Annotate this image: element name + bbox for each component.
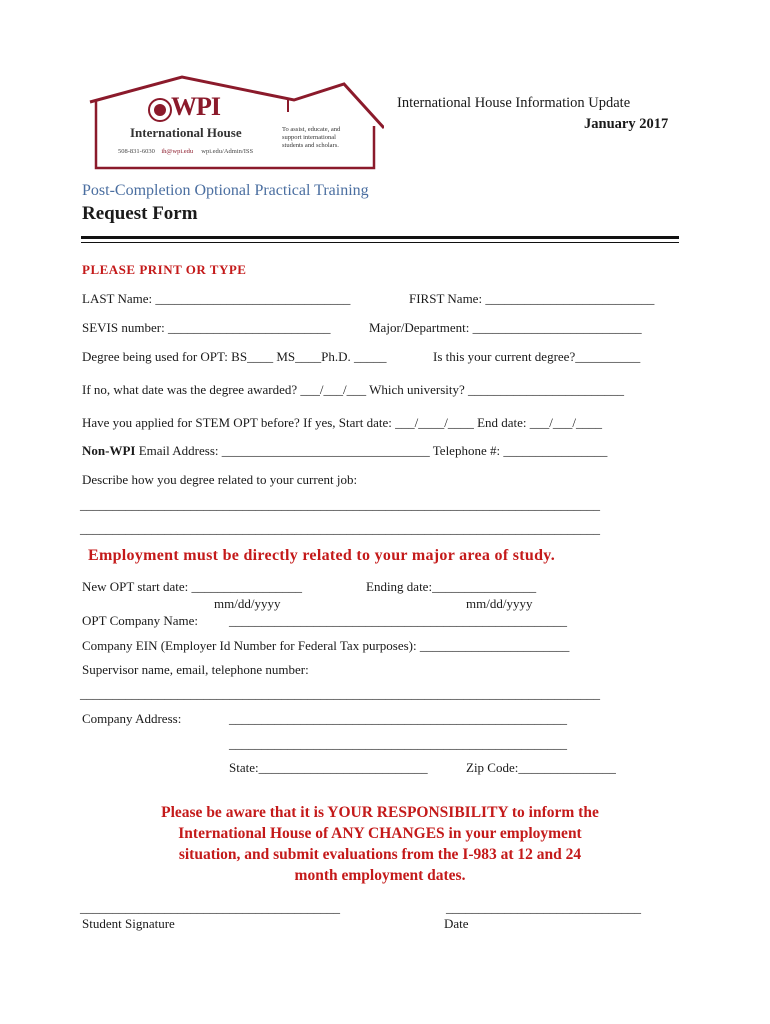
company-address-line-2[interactable]: ____________________________________________________ — [229, 736, 567, 751]
major-field[interactable]: Major/Department: __________________________ — [369, 320, 642, 335]
warning-line-1: Please be aware that it is YOUR RESPONSIBILITY to inform the — [161, 804, 599, 821]
print-note: PLEASE PRINT OR TYPE — [82, 262, 247, 277]
date-line[interactable]: ______________________________ — [446, 900, 641, 915]
signature-label: Student Signature — [82, 916, 175, 931]
last-name-field[interactable]: LAST Name: ______________________________ — [82, 291, 351, 306]
signature-line[interactable]: ________________________________________ — [80, 900, 340, 915]
company-address-line-1[interactable]: ____________________________________________________ — [229, 711, 567, 726]
describe-line-1[interactable]: ________________________________________________________________________________ — [80, 497, 600, 512]
responsibility-warning — [80, 802, 680, 886]
house-logo-icon — [84, 72, 384, 172]
employment-heading: Employment must be directly related to your major area of study. — [88, 547, 556, 564]
supervisor-label: Supervisor name, email, telephone number: — [82, 662, 309, 677]
end-date-format: mm/dd/yyyy — [466, 596, 533, 611]
warning-line-4: month employment dates. — [294, 867, 466, 884]
logo-wpi: WPI — [171, 92, 220, 121]
email-telephone-text: Email Address: ________________________________ Telephone #: ________________ — [135, 443, 608, 458]
first-name-field[interactable]: FIRST Name: __________________________ — [409, 291, 655, 306]
logo-phone: 508-831-6030 — [118, 148, 155, 155]
logo-name: International House — [130, 125, 242, 140]
date-label: Date — [444, 916, 469, 931]
logo-contact — [118, 148, 253, 155]
sevis-field[interactable]: SEVIS number: _________________________ — [82, 320, 331, 335]
logo — [84, 72, 384, 172]
warning-line-3: situation, and submit evaluations from the I-983 at 12 and 24 — [178, 846, 582, 863]
title-rule-thin — [81, 242, 679, 243]
company-name-field[interactable]: ____________________________________________________ — [229, 613, 567, 628]
zip-field[interactable]: Zip Code:_______________ — [466, 760, 616, 775]
supervisor-field[interactable]: ________________________________________________________________________________ — [80, 686, 600, 701]
form-subtitle: Post-Completion Optional Practical Training — [82, 182, 369, 199]
company-ein-field[interactable]: Company EIN (Employer Id Number for Federal Tax purposes): _______________________ — [82, 638, 570, 653]
company-address-label: Company Address: — [82, 711, 182, 726]
email-telephone-field[interactable] — [82, 443, 607, 459]
logo-tagline: To assist, educate, and support international students and scholars. — [282, 126, 341, 149]
opt-start-date-field[interactable]: New OPT start date: _________________ — [82, 579, 303, 594]
state-field[interactable]: State:__________________________ — [229, 760, 428, 775]
degree-awarded-field[interactable]: If no, what date was the degree awarded? ___/___/___ Which university? ________________________ — [82, 382, 625, 397]
opt-end-date-field[interactable]: Ending date:________________ — [366, 579, 537, 594]
stem-opt-field[interactable]: Have you applied for STEM OPT before? If yes, Start date: ___/____/____ End date: ___/___/____ — [82, 415, 603, 430]
describe-label: Describe how you degree related to your current job: — [82, 472, 358, 487]
company-name-label: OPT Company Name: — [82, 613, 199, 628]
logo-email: ih@wpi.edu — [161, 148, 194, 155]
title-rule — [81, 236, 679, 239]
page-title: Request Form — [82, 203, 198, 224]
logo-url: wpi.edu/Admin/ISS — [201, 148, 254, 155]
header-line1: International House Information Update — [397, 95, 631, 111]
current-degree-field[interactable]: Is this your current degree?__________ — [433, 349, 641, 364]
non-wpi-label: Non-WPI — [82, 443, 136, 458]
degree-field[interactable]: Degree being used for OPT: BS____ MS____Ph.D. _____ — [82, 349, 387, 364]
start-date-format: mm/dd/yyyy — [214, 596, 281, 611]
warning-line-2: International House of ANY CHANGES in your employment — [178, 825, 582, 842]
header-date: January 2017 — [584, 116, 669, 132]
describe-line-2[interactable]: ________________________________________________________________________________ — [80, 521, 600, 536]
